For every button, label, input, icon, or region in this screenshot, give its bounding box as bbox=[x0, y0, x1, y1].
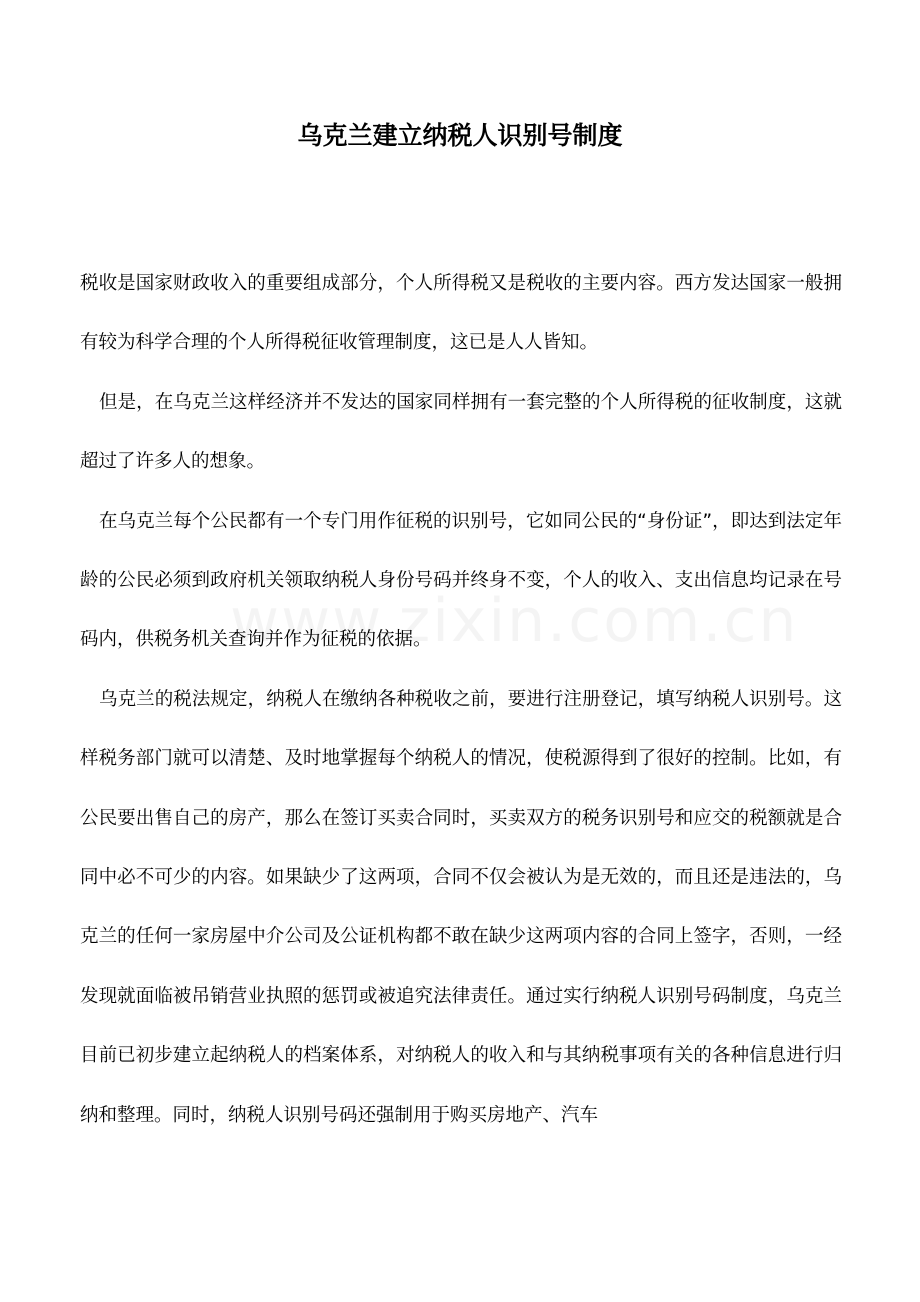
document-title: 乌克兰建立纳税人识别号制度 bbox=[297, 121, 623, 150]
paragraph-tax-law: 乌克兰的税法规定，纳税人在缴纳各种税收之前，要进行注册登记，填写纳税人识别号。这样税务部门就可以清楚、及时地掌握每个纳税人的情况，使税源得到了很好的控制。比如，有公民要出售自己的房产，那么在签订买卖合同时，买卖双方的税务识别号和应交的税额就是合同中必不可少的内容。如果缺少了这两项，合同不仅会被认为是无效的，而且还是违法的，乌克兰的任何一家房屋中介公司及公证机构都不敢在缺少这两项内容的合同上签字，否则，一经发现就面临被吊销营业执照的惩罚或被追究法律责任。通过实行纳税人识别号码制度，乌克兰目前已初步建立起纳税人的档案体系，对纳税人的收入和与其纳税事项有关的各种信息进行归纳和整理。同时，纳税人识别号码还强制用于购买房地产、汽车 bbox=[80, 688, 842, 1126]
paragraph-id-number: 在乌克兰每个公民都有一个专门用作征税的识别号，它如同公民的“身份证”，即达到法定年龄的公民必须到政府机关领取纳税人身份号码并终身不变，个人的收入、支出信息均记录在号码内，供税务机关查询并作为征税的依据。 bbox=[80, 510, 842, 651]
document-body bbox=[80, 254, 842, 1145]
paragraph-contrast: 但是，在乌克兰这样经济并不发达的国家同样拥有一套完整的个人所得税的征收制度，这就超过了许多人的想象。 bbox=[80, 391, 842, 473]
paragraph-intro: 税收是国家财政收入的重要组成部分，个人所得税又是税收的主要内容。西方发达国家一般拥有较为科学合理的个人所得税征收管理制度，这已是人人皆知。 bbox=[80, 273, 842, 354]
